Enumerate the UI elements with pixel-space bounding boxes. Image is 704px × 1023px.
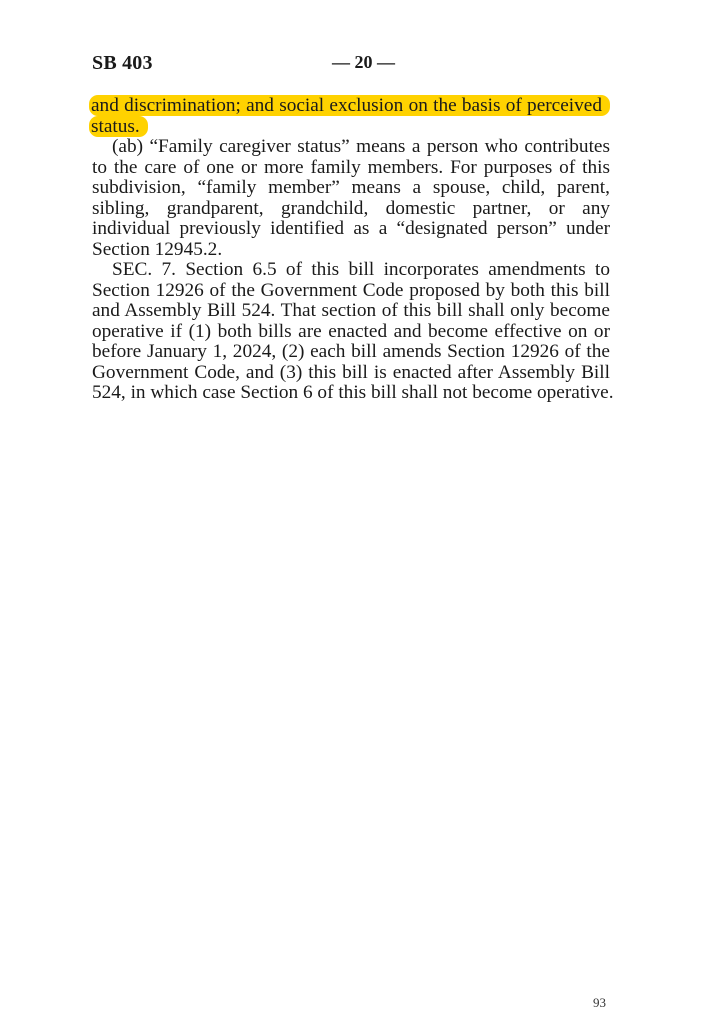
highlight-mark: and discrimination; and social exclusion on the basis of perceived: [89, 95, 610, 116]
text-line: before January 1, 2024, (2) each bill amends Section 12926 of the: [92, 341, 610, 362]
text-line: 524, in which case Section 6 of this bill shall not become operative.: [92, 382, 614, 403]
paragraph-ab: [92, 137, 610, 260]
bill-id: SB 403: [92, 52, 153, 74]
text-line: subdivision, “family member” means a spouse, child, parent,: [92, 177, 610, 198]
highlighted-line: [92, 96, 610, 117]
section-7: [92, 259, 614, 404]
text-line: (ab) “Family caregiver status” means a person who contributes: [112, 136, 610, 157]
highlighted-line: [92, 117, 610, 138]
version-number: 93: [593, 995, 606, 1010]
highlighted-passage[interactable]: [92, 96, 610, 137]
text-line: Section 12926 of the Government Code proposed by both this bill: [92, 279, 610, 301]
page-marker: — 20 —: [332, 52, 395, 72]
text-line: to the care of one or more family members. For purposes of this: [92, 156, 610, 178]
text-line: sibling, grandparent, grandchild, domestic partner, or any: [92, 197, 610, 219]
document-body: [91, 95, 614, 404]
text-line: Government Code, and (3) this bill is enacted after Assembly Bill: [92, 361, 610, 383]
highlight-mark: status.: [89, 116, 148, 137]
text-line: and Assembly Bill 524. That section of this bill shall only become: [92, 300, 610, 321]
text-line: operative if (1) both bills are enacted and become effective on or: [92, 320, 610, 342]
text-line: SEC. 7. Section 6.5 of this bill incorporates amendments to: [112, 259, 610, 280]
page-header: [92, 52, 612, 78]
text-line: Section 12945.2.: [92, 238, 223, 260]
text-line: individual previously identified as a “designated person” under: [92, 218, 610, 239]
